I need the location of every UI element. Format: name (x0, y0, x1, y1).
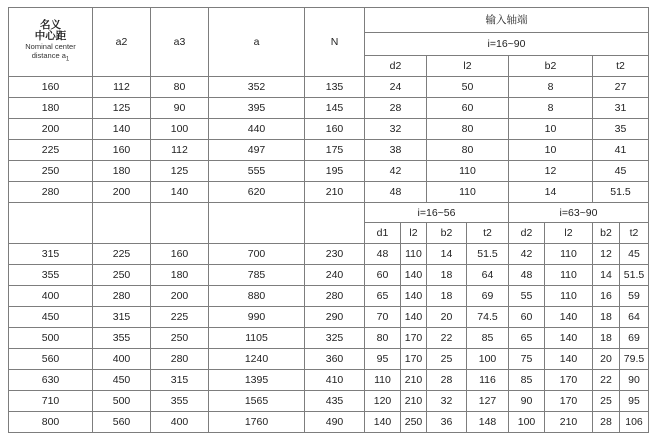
table-cell: 140 (401, 307, 427, 328)
table-cell: 210 (401, 391, 427, 412)
table-cell: 69 (620, 328, 649, 349)
table-cell: 1565 (209, 391, 305, 412)
table-cell: 315 (151, 370, 209, 391)
table-cell: 225 (9, 140, 93, 161)
table-cell: 210 (545, 412, 593, 433)
table-cell: 42 (365, 161, 427, 182)
table-cell: 1105 (209, 328, 305, 349)
table-cell: 35 (593, 119, 649, 140)
lower-data-row (9, 391, 649, 412)
lower-data-row (9, 307, 649, 328)
table-cell: 195 (305, 161, 365, 182)
table-cell: 100 (509, 412, 545, 433)
table-cell: 990 (209, 307, 305, 328)
table-cell: 74.5 (467, 307, 509, 328)
table-cell: 32 (365, 119, 427, 140)
table-cell: 18 (427, 265, 467, 286)
table-cell: 140 (93, 119, 151, 140)
table-cell: 65 (365, 286, 401, 307)
table-cell: 18 (427, 286, 467, 307)
table-cell: 170 (401, 328, 427, 349)
table-cell: 280 (305, 286, 365, 307)
table-cell: 95 (365, 349, 401, 370)
table-cell: 230 (305, 244, 365, 265)
table-cell: 140 (401, 265, 427, 286)
table-cell: 500 (93, 391, 151, 412)
table-cell: 51.5 (593, 182, 649, 203)
table-cell: 24 (365, 77, 427, 98)
table-cell: 450 (93, 370, 151, 391)
table-cell: 48 (365, 182, 427, 203)
table-cell: 65 (509, 328, 545, 349)
table-cell: 110 (545, 265, 593, 286)
table-cell: 710 (9, 391, 93, 412)
table-cell: 250 (93, 265, 151, 286)
table-cell: 51.5 (620, 265, 649, 286)
table-cell: 140 (365, 412, 401, 433)
table-cell: 18 (593, 307, 620, 328)
table-cell: 8 (509, 77, 593, 98)
table-cell: 140 (545, 328, 593, 349)
upper-data-row (9, 161, 649, 182)
table-cell: 200 (151, 286, 209, 307)
table-cell: 90 (620, 370, 649, 391)
table-cell: 225 (151, 307, 209, 328)
table-cell: 120 (365, 391, 401, 412)
table-cell: 620 (209, 182, 305, 203)
table-cell: 70 (365, 307, 401, 328)
a2-header: a2 (93, 8, 151, 77)
table-cell: 125 (151, 161, 209, 182)
table-cell: 110 (545, 244, 593, 265)
table-cell: 64 (467, 265, 509, 286)
table-cell: 410 (305, 370, 365, 391)
table-cell: 75 (509, 349, 545, 370)
nominal-cn-line-2: 中心距 (34, 29, 67, 42)
table-cell: 8 (509, 98, 593, 119)
table-cell: 355 (151, 391, 209, 412)
table-cell: 79.5 (620, 349, 649, 370)
table-cell: 355 (93, 328, 151, 349)
empty-header-cell (151, 203, 209, 244)
table-cell: 110 (427, 161, 509, 182)
empty-header-cell (93, 203, 151, 244)
table-cell: 10 (509, 119, 593, 140)
lower-col-header: d2 (509, 223, 545, 244)
table-cell: 280 (151, 349, 209, 370)
table-cell: 280 (93, 286, 151, 307)
table-cell: 1395 (209, 370, 305, 391)
nominal-center-distance-header (9, 8, 93, 77)
table-cell: 25 (427, 349, 467, 370)
table-cell: 41 (593, 140, 649, 161)
table-cell: 100 (151, 119, 209, 140)
table-cell: 490 (305, 412, 365, 433)
table-cell: 85 (509, 370, 545, 391)
table-cell: 200 (93, 182, 151, 203)
table-cell: 28 (365, 98, 427, 119)
lower-col-header: d1 (365, 223, 401, 244)
table-cell: 90 (151, 98, 209, 119)
lower-col-header: l2 (401, 223, 427, 244)
dimension-table (8, 7, 649, 433)
table-cell: 16 (593, 286, 620, 307)
table-cell: 45 (620, 244, 649, 265)
header-row (9, 8, 649, 33)
table-cell: 160 (93, 140, 151, 161)
table-cell: 240 (305, 265, 365, 286)
table-cell: 14 (509, 182, 593, 203)
upper-data-row (9, 182, 649, 203)
lower-col-header: b2 (427, 223, 467, 244)
table-cell: 880 (209, 286, 305, 307)
table-cell: 140 (545, 349, 593, 370)
table-cell: 145 (305, 98, 365, 119)
table-cell: 160 (305, 119, 365, 140)
lower-col-header: l2 (545, 223, 593, 244)
table-cell: 210 (305, 182, 365, 203)
table-cell: 180 (93, 161, 151, 182)
table-cell: 200 (9, 119, 93, 140)
lower-data-row (9, 265, 649, 286)
table-cell: 31 (593, 98, 649, 119)
table-cell: 110 (427, 182, 509, 203)
table-cell: 440 (209, 119, 305, 140)
table-cell: 497 (209, 140, 305, 161)
table-cell: 50 (427, 77, 509, 98)
upper-col-b2: b2 (509, 56, 593, 77)
table-cell: 250 (151, 328, 209, 349)
table-cell: 210 (401, 370, 427, 391)
lower-col-header: t2 (467, 223, 509, 244)
upper-data-row (9, 98, 649, 119)
table-cell: 69 (467, 286, 509, 307)
table-cell: 22 (427, 328, 467, 349)
table-cell: 785 (209, 265, 305, 286)
table-cell: 500 (9, 328, 93, 349)
table-cell: 22 (593, 370, 620, 391)
lower-data-row (9, 370, 649, 391)
table-cell: 355 (9, 265, 93, 286)
table-cell: 95 (620, 391, 649, 412)
table-cell: 18 (593, 328, 620, 349)
table-cell: 14 (427, 244, 467, 265)
table-cell: 140 (545, 307, 593, 328)
input-shaft-header: 输入轴端 (365, 8, 649, 33)
table-cell: 400 (151, 412, 209, 433)
table-cell: 170 (401, 349, 427, 370)
lower-data-row (9, 244, 649, 265)
table-cell: 48 (509, 265, 545, 286)
lower-data-row (9, 412, 649, 433)
table-cell: 42 (509, 244, 545, 265)
table-cell: 106 (620, 412, 649, 433)
table-cell: 20 (427, 307, 467, 328)
lower-data-row (9, 286, 649, 307)
table-cell: 110 (365, 370, 401, 391)
table-cell: 250 (401, 412, 427, 433)
table-cell: 127 (467, 391, 509, 412)
table-cell: 60 (427, 98, 509, 119)
table-body (9, 8, 649, 433)
ratio-63-90-header: i=63~90 (509, 203, 649, 223)
table-cell: 170 (545, 370, 593, 391)
table-cell: 450 (9, 307, 93, 328)
table-cell: 400 (93, 349, 151, 370)
table-cell: 800 (9, 412, 93, 433)
table-cell: 700 (209, 244, 305, 265)
upper-data-row (9, 119, 649, 140)
table-cell: 170 (545, 391, 593, 412)
a3-header: a3 (151, 8, 209, 77)
empty-header-cell (305, 203, 365, 244)
upper-col-l2: l2 (427, 56, 509, 77)
table-cell: 400 (9, 286, 93, 307)
table-cell: 325 (305, 328, 365, 349)
lower-col-header: t2 (620, 223, 649, 244)
nominal-en-line-1: Nominal center (25, 41, 76, 51)
nominal-cn-line-1: 名义 (40, 18, 61, 31)
nominal-en-subscript: 1 (65, 56, 70, 63)
table-cell: 45 (593, 161, 649, 182)
table-cell: 560 (93, 412, 151, 433)
table-cell: 14 (593, 265, 620, 286)
table-cell: 100 (467, 349, 509, 370)
table-cell: 280 (9, 182, 93, 203)
table-cell: 28 (593, 412, 620, 433)
table-cell: 112 (93, 77, 151, 98)
table-cell: 38 (365, 140, 427, 161)
table-cell: 51.5 (467, 244, 509, 265)
table-cell: 48 (365, 244, 401, 265)
table-cell: 125 (93, 98, 151, 119)
table-cell: 148 (467, 412, 509, 433)
n-header: N (305, 8, 365, 77)
lower-data-row (9, 349, 649, 370)
nominal-en-text: distance a (31, 50, 66, 60)
table-cell: 315 (93, 307, 151, 328)
table-cell: 10 (509, 140, 593, 161)
upper-data-row (9, 140, 649, 161)
table-cell: 160 (9, 77, 93, 98)
table-cell: 555 (209, 161, 305, 182)
table-cell: 560 (9, 349, 93, 370)
table-cell: 435 (305, 391, 365, 412)
table-cell: 180 (9, 98, 93, 119)
table-cell: 110 (401, 244, 427, 265)
nominal-en-line-2 (9, 51, 92, 65)
table-cell: 116 (467, 370, 509, 391)
table-cell: 64 (620, 307, 649, 328)
empty-header-cell (209, 203, 305, 244)
table-cell: 32 (427, 391, 467, 412)
table-cell: 80 (365, 328, 401, 349)
upper-col-t2: t2 (593, 56, 649, 77)
upper-col-d2: d2 (365, 56, 427, 77)
table-cell: 352 (209, 77, 305, 98)
table-cell: 160 (151, 244, 209, 265)
table-cell: 85 (467, 328, 509, 349)
table-cell: 112 (151, 140, 209, 161)
table-cell: 315 (9, 244, 93, 265)
ratio-16-56-header: i=16~56 (365, 203, 509, 223)
a-header: a (209, 8, 305, 77)
table-cell: 360 (305, 349, 365, 370)
table-cell: 225 (93, 244, 151, 265)
table-cell: 395 (209, 98, 305, 119)
table-cell: 20 (593, 349, 620, 370)
table-cell: 25 (593, 391, 620, 412)
table-cell: 80 (427, 140, 509, 161)
table-cell: 27 (593, 77, 649, 98)
table-cell: 630 (9, 370, 93, 391)
table-cell: 60 (509, 307, 545, 328)
table-cell: 60 (365, 265, 401, 286)
table-cell: 135 (305, 77, 365, 98)
lower-col-header: b2 (593, 223, 620, 244)
lower-data-row (9, 328, 649, 349)
lower-ratio-row (9, 203, 649, 223)
table-cell: 250 (9, 161, 93, 182)
empty-header-cell (9, 203, 93, 244)
ratio-16-90-header: i=16~90 (365, 33, 649, 56)
table-cell: 36 (427, 412, 467, 433)
table-cell: 140 (401, 286, 427, 307)
table-cell: 110 (545, 286, 593, 307)
table-cell: 180 (151, 265, 209, 286)
table-cell: 80 (151, 77, 209, 98)
table-cell: 28 (427, 370, 467, 391)
upper-data-row (9, 77, 649, 98)
table-cell: 80 (427, 119, 509, 140)
table-cell: 175 (305, 140, 365, 161)
table-cell: 55 (509, 286, 545, 307)
table-cell: 1240 (209, 349, 305, 370)
table-cell: 290 (305, 307, 365, 328)
table-cell: 59 (620, 286, 649, 307)
table-cell: 90 (509, 391, 545, 412)
table-cell: 12 (593, 244, 620, 265)
table-cell: 1760 (209, 412, 305, 433)
table-cell: 12 (509, 161, 593, 182)
table-cell: 140 (151, 182, 209, 203)
